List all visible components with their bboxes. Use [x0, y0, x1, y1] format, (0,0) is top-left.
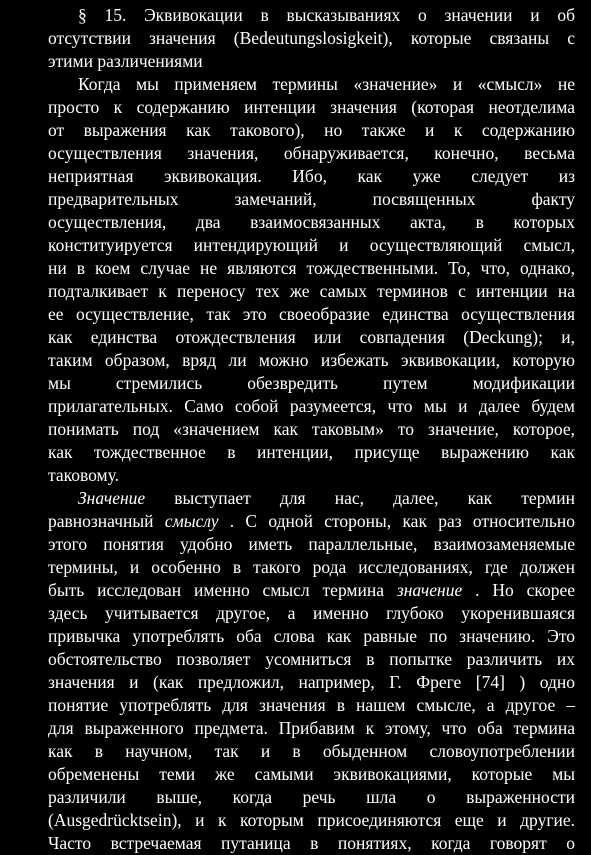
italic-term: смыслу — [164, 511, 219, 531]
heading-line: § 15. Эквивокации в высказываниях о значении и об — [78, 5, 575, 25]
paragraph-line: как тождественное в интенции, присуще выражению как — [48, 442, 575, 462]
paragraph-line: равнозначный смыслу . С одной стороны, как раз относительно — [48, 511, 575, 531]
paragraph-line: значения и (как предложил, например, Г. Фреге [74] ) одно — [48, 672, 575, 692]
paragraph-line: прилагательных. Само собой разумеется, что мы и далее будем — [48, 396, 575, 416]
paragraph-line: ни в коем случае не являются тождественными. То, что, однако, — [48, 258, 575, 278]
paragraph-line: осуществления значения, обнаруживается, конечно, весьма — [48, 143, 575, 163]
paragraph-line: как в научном, так и в обыденном словоупотреблении — [48, 741, 575, 761]
heading-line: отсутствии значения (Bedeutungslosigkeit), которые связаны с — [48, 28, 575, 48]
paragraph-line: привычка употреблять оба слова как равные по значению. Это — [48, 626, 575, 646]
paragraph-2-continuation — [16, 602, 575, 855]
paragraph-line: предварительных замечаний, посвященных факту — [48, 189, 575, 209]
paragraph-line: ее осуществление, так это своеобразие единства осуществления — [48, 304, 575, 324]
paragraph-line: от выражения как такового), но также и к содержанию — [48, 120, 575, 140]
paragraph-line: этого понятия удобно иметь параллельные, взаимозаменяемые — [48, 534, 575, 554]
paragraph-2 — [16, 487, 575, 855]
paragraph-line: обременены теми же самыми эквивокациями, которые мы — [48, 764, 575, 784]
paragraph-line: различили выше, когда речь шла о выраженности — [48, 787, 575, 807]
paragraph-line: Часто встречаемая путаница в понятиях, когда говорят о — [48, 833, 575, 853]
paragraph-line: осуществления, два взаимосвязанных акта, в которых — [48, 212, 575, 232]
paragraph-line: конституируется интендирующий и осуществляющий смысл, — [48, 235, 575, 255]
paragraph-line: здесь учитывается другое, а именно глубоко укоренившаяся — [48, 603, 575, 623]
paragraph-line: термины, и особенно в такого рода исследованиях, где должен — [48, 557, 575, 577]
paragraph-line: просто к содержанию интенции значения (которая неотделима — [48, 97, 575, 117]
paragraph-line: подталкивает к переносу тех же самых терминов с интенции на — [48, 281, 575, 301]
paragraph-line: Значение выступает для нас, далее, как термин — [78, 488, 575, 508]
paragraph-line: мы стремились обезвредить путем модификации — [48, 373, 575, 393]
paragraph-line: (Ausgedrücktsein), и к которым присоединяются еще и другие. — [48, 810, 575, 830]
italic-term: значение — [396, 580, 463, 600]
paragraph-line: быть исследован именно смысл термина значение . Но скорее — [48, 580, 575, 600]
paragraph-line: обстоятельство позволяет усомниться в попытке различить их — [48, 649, 575, 669]
paragraph-1 — [16, 73, 575, 487]
document-text — [16, 4, 575, 855]
paragraph-line: как единства отождествления или совпадения (Deckung); и, — [48, 327, 575, 347]
paragraph-line: для выраженного предмета. Прибавим к этому, что оба термина — [48, 718, 575, 738]
paragraph-line: таким образом, вряд ли можно избежать эквивокации, которую — [48, 350, 575, 370]
heading-line: этими различениями — [48, 51, 203, 71]
paragraph-line: понятие употреблять для значения в нашем смысле, а другое – — [48, 695, 575, 715]
italic-term: Значение — [78, 488, 146, 508]
paragraph-line: таковому. — [48, 465, 119, 485]
paragraph-line: понимать под «значением как таковым» то значение, которое, — [48, 419, 575, 439]
paragraph-line: Когда мы применяем термины «значение» и «смысл» не — [78, 74, 575, 94]
section-heading — [16, 4, 575, 73]
paragraph-line: неприятная эквивокация. Ибо, как уже следует из — [48, 166, 575, 186]
